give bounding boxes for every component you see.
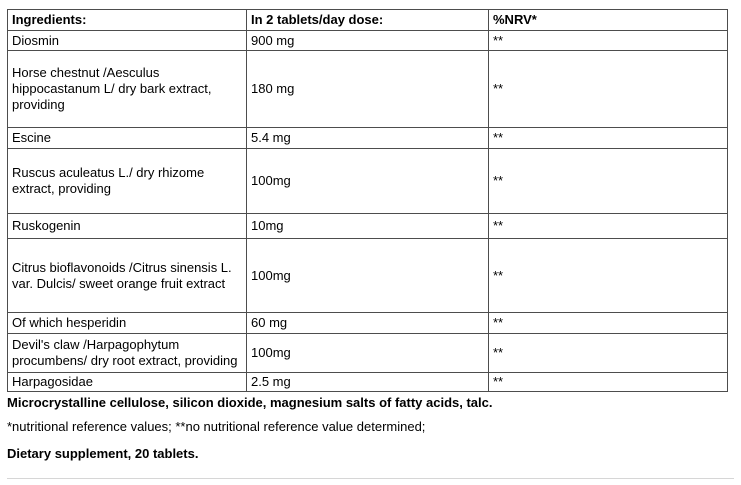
nrv-cell: ** bbox=[489, 334, 728, 373]
ingredient-cell: Escine bbox=[8, 128, 247, 149]
table-row bbox=[8, 313, 728, 334]
dose-cell: 10mg bbox=[247, 214, 489, 239]
table-row bbox=[8, 149, 728, 214]
table-header-row bbox=[8, 10, 728, 31]
dose-cell: 900 mg bbox=[247, 31, 489, 51]
header-ingredients: Ingredients: bbox=[8, 10, 247, 31]
nrv-cell: ** bbox=[489, 128, 728, 149]
ingredient-cell: Harpagosidae bbox=[8, 373, 247, 392]
bottom-divider bbox=[7, 478, 734, 479]
dose-cell: 180 mg bbox=[247, 51, 489, 128]
ingredient-cell: Horse chestnut /Aesculus hippocastanum L/ dry bark extract, providing bbox=[8, 51, 247, 128]
nrv-cell: ** bbox=[489, 149, 728, 214]
ingredient-cell: Diosmin bbox=[8, 31, 247, 51]
dose-cell: 100mg bbox=[247, 149, 489, 214]
ingredient-cell: Ruskogenin bbox=[8, 214, 247, 239]
nrv-cell: ** bbox=[489, 31, 728, 51]
ingredient-cell: Devil's claw /Harpagophytum procumbens/ dry root extract, providing bbox=[8, 334, 247, 373]
nrv-cell: ** bbox=[489, 373, 728, 392]
table-row bbox=[8, 239, 728, 313]
table-row bbox=[8, 214, 728, 239]
header-dose: In 2 tablets/day dose: bbox=[247, 10, 489, 31]
excipients-text: Microcrystalline cellulose, silicon dioxide, magnesium salts of fatty acids, talc. bbox=[7, 395, 493, 410]
table-row bbox=[8, 128, 728, 149]
table-row bbox=[8, 373, 728, 392]
supplement-info-text: Dietary supplement, 20 tablets. bbox=[7, 446, 199, 461]
dose-cell: 100mg bbox=[247, 334, 489, 373]
dose-cell: 100mg bbox=[247, 239, 489, 313]
nrv-cell: ** bbox=[489, 313, 728, 334]
nrv-footnote-text: *nutritional reference values; **no nutritional reference value determined; bbox=[7, 419, 426, 434]
nrv-cell: ** bbox=[489, 239, 728, 313]
nrv-cell: ** bbox=[489, 51, 728, 128]
ingredient-cell: Citrus bioflavonoids /Citrus sinensis L. var. Dulcis/ sweet orange fruit extract bbox=[8, 239, 247, 313]
dose-cell: 5.4 mg bbox=[247, 128, 489, 149]
table-row bbox=[8, 334, 728, 373]
table-row bbox=[8, 31, 728, 51]
dose-cell: 2.5 mg bbox=[247, 373, 489, 392]
table-row bbox=[8, 51, 728, 128]
ingredients-table bbox=[7, 9, 728, 392]
dose-cell: 60 mg bbox=[247, 313, 489, 334]
nrv-cell: ** bbox=[489, 214, 728, 239]
ingredient-cell: Ruscus aculeatus L./ dry rhizome extract, providing bbox=[8, 149, 247, 214]
header-nrv: %NRV* bbox=[489, 10, 728, 31]
ingredient-cell: Of which hesperidin bbox=[8, 313, 247, 334]
